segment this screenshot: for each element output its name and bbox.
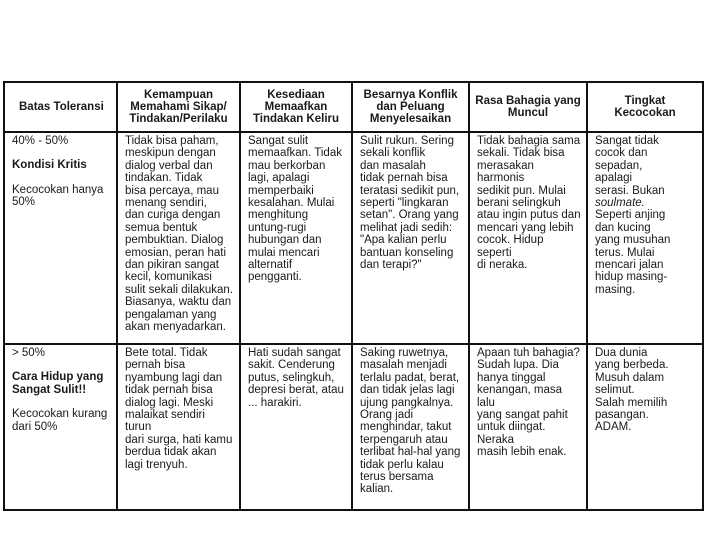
understanding-cell: Bete total. Tidak pernah bisa nyambung lagi dan tidak pernah bisa dialog lagi. Meski malaikat sendiri turun dari surga, hati kamu berdua tidak akan lagi trenyuh. xyxy=(117,344,240,510)
match-note: Kecocokan kurang dari 50% xyxy=(12,408,108,433)
happiness-cell: Tidak bahagia sama sekali. Tidak bisa merasakan harmonis sedikit pun. Mulai berani selingkuh atau ingin putus dan mencari yang lebih cocok. Hidup seperti di neraka. xyxy=(469,132,587,344)
forgiveness-cell: Hati sudah sangat sakit. Cenderung putus, selingkuh, depresi berat, atau ... harakiri. xyxy=(240,344,352,510)
header-kesediaan-memaafkan: Kesediaan Memaafkan Tindakan Keliru xyxy=(240,82,352,132)
conflict-cell: Saking ruwetnya, masalah menjadi terlalu padat, berat, dan tidak jelas lagi ujung pangkalnya. Orang jadi menghindar, takut terpengaruh atau terlibat hal-hal yang tidak perlu kalau terus bersama kalian. xyxy=(352,344,469,510)
tolerance-range: 40% - 50% xyxy=(12,135,69,147)
forgiveness-cell: Sangat sulit memaafkan. Tidak mau berkorban lagi, apalagi memperbaiki kesalahan. Mulai menghitung untung-rugi hubungan dan mulai mencari alternatif pengganti. xyxy=(240,132,352,344)
table-row xyxy=(4,344,703,510)
italic-word: soulmate. xyxy=(595,197,645,210)
table-row xyxy=(4,132,703,344)
compatibility-cell: Dua dunia yang berbeda. Musuh dalam selimut. Salah memilih pasangan. ADAM. xyxy=(587,344,703,510)
header-besarnya-konflik: Besarnya Konflik dan Peluang Menyelesaikan xyxy=(352,82,469,132)
match-note: Kecocokan hanya 50% xyxy=(12,183,104,209)
conflict-cell: Sulit rukun. Sering sekali konflik dan masalah tidak pernah bisa teratasi sedikit pun, seperti "lingkaran setan". Orang yang melihat jadi sedih: "Apa kalian perlu bantuan konseling dan terapi?" xyxy=(352,132,469,344)
header-rasa-bahagia: Rasa Bahagia yang Muncul xyxy=(469,82,587,132)
header-tingkat-kecocokan: Tingkat Kecocokan xyxy=(587,82,703,132)
tolerance-table xyxy=(3,81,704,511)
tolerance-cell xyxy=(4,344,117,510)
table-header-row xyxy=(4,82,703,132)
header-kemampuan-memahami: Kemampuan Memahami Sikap/ Tindakan/Perilaku xyxy=(117,82,240,132)
tolerance-range: > 50% xyxy=(12,347,45,359)
tolerance-cell xyxy=(4,132,117,344)
condition-label: Cara Hidup yang Sangat Sulit!! xyxy=(12,371,104,396)
happiness-cell: Apaan tuh bahagia? Sudah lupa. Dia hanya tinggal kenangan, masa lalu yang sangat pahit untuk diingat. Neraka masih lebih enak. xyxy=(469,344,587,510)
condition-label: Kondisi Kritis xyxy=(12,159,87,172)
understanding-cell: Tidak bisa paham, meskipun dengan dialog verbal dan tindakan. Tidak bisa percaya, mau menang sendiri, dan curiga dengan semua bentuk pembuktian. Dialog emosian, peran hati dan pikiran sangat kecil, komunikasi sulit sekali dilakukan. Biasanya, waktu dan pengalaman yang akan menyadarkan. xyxy=(117,132,240,344)
header-batas-toleransi: Batas Toleransi xyxy=(4,82,117,132)
compatibility-cell: Sangat tidak cocok dan sepadan, apalagi serasi. Bukan soulmate. Seperti anjing dan kucing yang musuhan terus. Mulai mencari jalan hidup masing- masing. xyxy=(587,132,703,344)
